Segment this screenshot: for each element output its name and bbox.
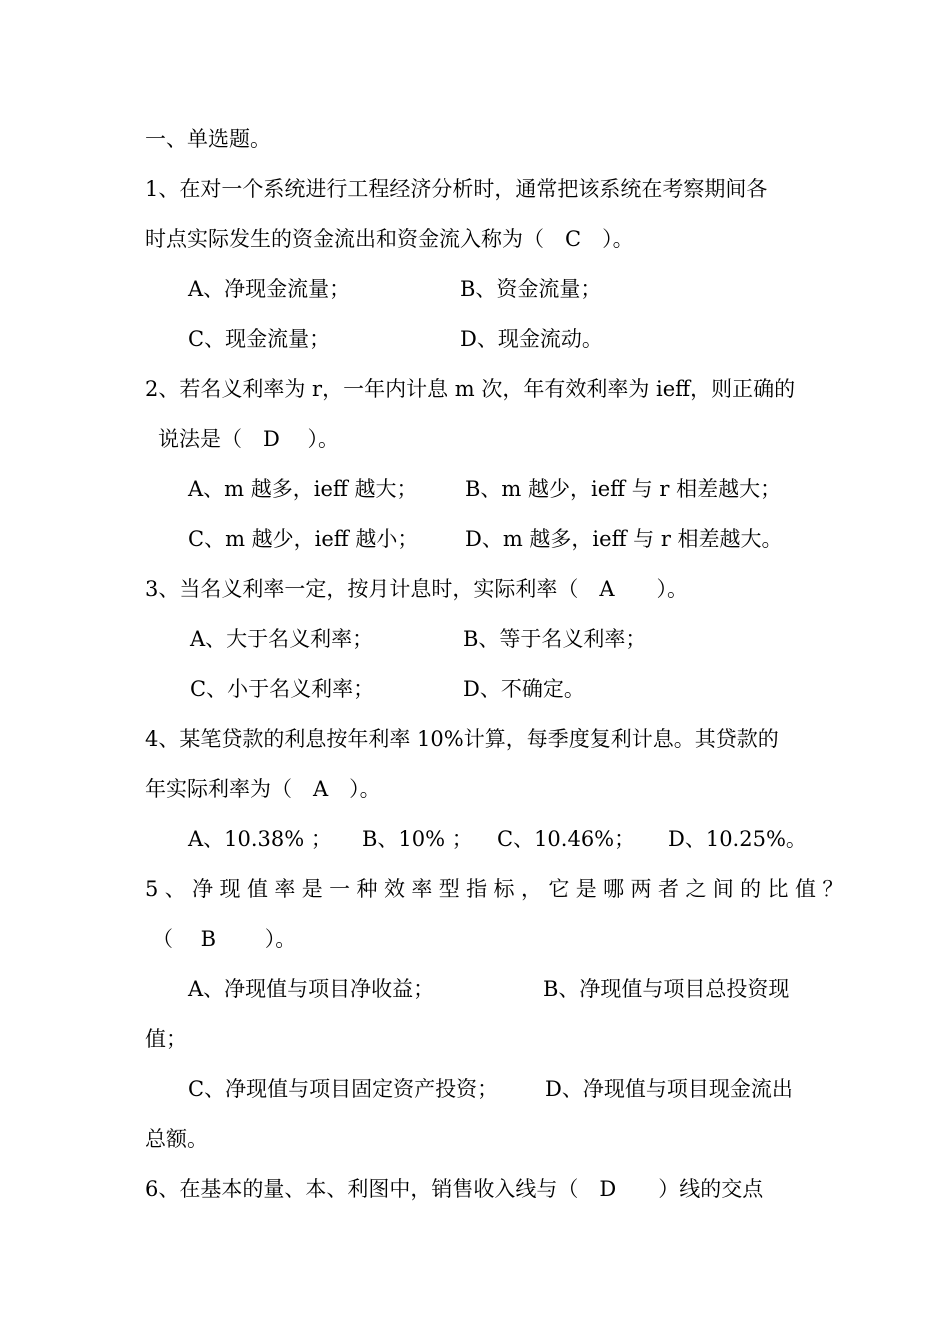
question-2-option-d: D、m 越多，ieff 与 r 相差越大。 [465, 527, 783, 551]
question-3-option-b: B、等于名义利率； [463, 627, 647, 651]
question-1-option-d: D、现金流动。 [460, 327, 603, 351]
question-1-line-2: 时点实际发生的资金流出和资金流入称为（ C ）。 [145, 227, 634, 251]
question-5-option-b: B、净现值与项目总投资现 [543, 977, 790, 1001]
question-4-option-c: C、10.46%； [497, 827, 636, 851]
question-5-option-d-continued: 总额。 [145, 1127, 208, 1151]
question-2-option-b: B、m 越少，ieff 与 r 相差越大； [465, 477, 782, 501]
question-2-line-2: 说法是（ D ）。 [158, 427, 340, 451]
question-1-option-c: C、现金流量； [188, 327, 331, 351]
question-3-option-a: A、大于名义利率； [190, 627, 374, 651]
question-3-option-c: C、小于名义利率； [190, 677, 375, 701]
question-4-option-a: A、10.38% ； [188, 827, 332, 851]
question-4-option-b: B、10% ； [362, 827, 473, 851]
question-5-option-b-continued: 值； [145, 1027, 187, 1051]
question-1-option-b: B、资金流量； [460, 277, 602, 301]
question-1-option-a: A、净现金流量； [188, 277, 351, 301]
question-3-line-1: 3、当名义利率一定，按月计息时，实际利率（ A ）。 [145, 577, 689, 601]
question-2-line-1: 2、若名义利率为 r，一年内计息 m 次，年有效利率为 ieff，则正确的 [145, 377, 796, 401]
question-5-option-a: A、净现值与项目净收益； [188, 977, 435, 1001]
question-5-line-2: （ B ）。 [152, 927, 297, 951]
section-title: 一、单选题。 [145, 127, 271, 151]
question-3-option-d: D、不确定。 [463, 677, 585, 701]
question-4-option-d: D、10.25%。 [668, 827, 807, 851]
question-6-line-1: 6、在基本的量、本、利图中，销售收入线与（ D ）线的交点 [145, 1177, 764, 1201]
question-5-option-d: D、净现值与项目现金流出 [545, 1077, 793, 1101]
question-4-line-1: 4、某笔贷款的利息按年利率 10%计算，每季度复利计息。其贷款的 [145, 727, 779, 751]
question-2-option-c: C、m 越少，ieff 越小； [188, 527, 419, 551]
question-2-option-a: A、m 越多，ieff 越大； [188, 477, 418, 501]
question-1-line-1: 1、在对一个系统进行工程经济分析时，通常把该系统在考察期间各 [145, 177, 768, 201]
question-5-line-1: 5、净现值率是一种效率型指标，它是哪两者之间的比值？ [145, 877, 850, 901]
question-5-option-c: C、净现值与项目固定资产投资； [188, 1077, 499, 1101]
question-4-line-2: 年实际利率为（ A ）。 [145, 777, 381, 801]
